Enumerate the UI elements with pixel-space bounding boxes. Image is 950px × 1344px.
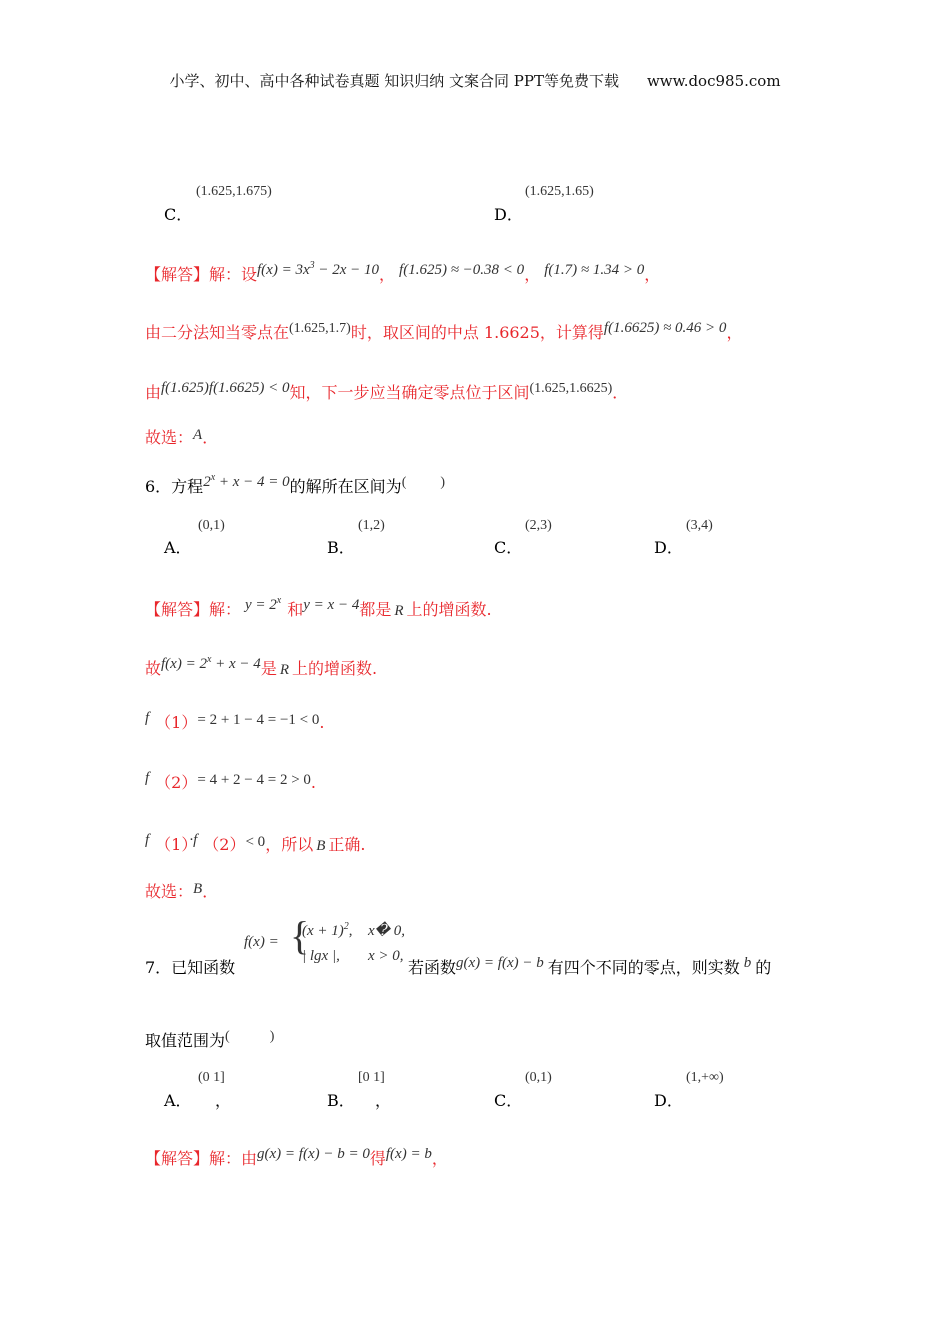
period: ． <box>612 383 629 402</box>
answer6-R: R <box>394 603 404 619</box>
answer6-y1-base: y = 2 <box>245 597 277 613</box>
q7-case1: $(x + 1)^2$, <box>302 921 353 939</box>
paren-open: ( <box>225 1029 230 1044</box>
answer5-choice <box>145 425 218 448</box>
answer6-dot-f: ·f <box>189 832 198 848</box>
dot: . <box>319 713 325 732</box>
answer6-f-symbol: f <box>145 832 150 848</box>
answer6-f-symbol: f <box>145 770 150 786</box>
answer6-choice <box>145 879 218 902</box>
answer5-f17: f(1.7) ≈ 1.34 > 0 <box>544 262 645 278</box>
answer6-fx-exp: x <box>206 654 212 665</box>
answer6-fx <box>161 656 261 672</box>
q7-b: b <box>743 955 752 971</box>
q5-option-d-value: (1.625,1.65) <box>525 184 594 199</box>
question6-prefix: 6．方程 <box>145 477 204 496</box>
answer7-de: 得 <box>369 1149 386 1168</box>
paren-close: ) <box>440 475 446 490</box>
header-text: 小学、初中、高中各种试卷真题 知识归纳 文案合同 PPT等免费下载 <box>169 72 619 90</box>
answer5-line2 <box>145 320 742 343</box>
answer5-line3-mid: 知，下一步应当确定零点位于区间 <box>289 383 530 402</box>
answer6-choice-prefix: 故选： <box>145 882 194 901</box>
q6-option-c-label: C． <box>494 538 523 557</box>
q7-fx: f(x) = <box>244 934 279 950</box>
answer5-f1625: f(1.625) ≈ −0.38 < 0 <box>399 262 525 278</box>
answer7-prefix: 【解答】解：由 <box>145 1149 258 1168</box>
answer6-prefix: 【解答】解： <box>145 600 242 619</box>
q7-option-c-label: C． <box>494 1091 523 1110</box>
answer5-choice-prefix: 故选： <box>145 428 194 447</box>
answer6-fx-base: f(x) = 2 <box>161 656 207 672</box>
answer6-and: 和 <box>287 600 304 619</box>
q5-option-c-value: (1.625,1.675) <box>196 184 272 199</box>
q7-option-d-label: D． <box>654 1091 683 1110</box>
answer5-f16625: f(1.6625) ≈ 0.46 > 0 <box>603 320 727 336</box>
question6-eq-base: 2 <box>203 474 211 490</box>
comma: ， <box>524 265 541 284</box>
question6 <box>145 474 445 497</box>
q7-option-a-label: A． <box>164 1091 192 1110</box>
q7-case1-exp: 2 <box>343 921 349 932</box>
answer5-function <box>257 262 379 278</box>
answer5-line1 <box>145 262 660 285</box>
question6-suffix: 的解所在区间为 <box>289 477 402 496</box>
answer6-f2 <box>145 770 316 793</box>
answer5-choice-value: A <box>193 427 203 443</box>
q7-option-b-label: B． <box>327 1091 355 1110</box>
q7-option-a-value: (0 1] <box>198 1070 225 1085</box>
comma: ， <box>644 265 661 284</box>
answer6-f-symbol: f <box>145 710 150 726</box>
answer6-product <box>145 832 365 855</box>
answer5-function-exp: 3 <box>309 260 315 271</box>
answer7-line1 <box>145 1146 448 1169</box>
q6-option-d-value: (3,4) <box>686 518 713 533</box>
answer5-line2-prefix: 由二分法知当零点在 <box>145 323 290 342</box>
answer6-fx-rest: + x − 4 <box>211 656 261 672</box>
q7-line1-rest <box>408 955 771 978</box>
q7-option-a-comma: ， <box>215 1091 232 1110</box>
answer5-line3-prefix: 由 <box>145 383 162 402</box>
period: ． <box>202 882 219 901</box>
answer6-correct: 正确. <box>328 835 366 854</box>
answer6-choice-value: B <box>193 881 203 897</box>
question6-eq-rest: + x − 4 = 0 <box>215 474 290 490</box>
header-site: www.doc985.com <box>646 72 781 90</box>
q7-case2-cond: x > 0, <box>368 948 404 964</box>
dot: . <box>310 773 317 792</box>
q6-option-c-value: (2,3) <box>525 518 552 533</box>
page-header <box>0 70 950 91</box>
q5-option-c-label: C． <box>164 205 193 224</box>
answer6-are: 都是 <box>359 600 392 619</box>
q7-case1-cond: x� 0, <box>368 923 406 939</box>
comma: ， <box>726 323 743 342</box>
answer5-line2-mid: 时，取区间的中点 1.6625，计算得 <box>350 323 604 342</box>
period: ． <box>202 428 219 447</box>
answer6-f2-eq: = 4 + 2 − 4 = 2 > 0 <box>197 772 311 788</box>
q7-case1-expr: (x + 1) <box>302 923 344 939</box>
answer6-line2-prefix: 故 <box>145 659 162 678</box>
q6-option-d-label: D． <box>654 538 683 557</box>
q6-option-b-value: (1,2) <box>358 518 385 533</box>
answer6-f1 <box>145 710 324 733</box>
answer6-line1-suffix: 上的增函数. <box>406 600 492 619</box>
answer6-is: 是 <box>260 659 277 678</box>
q7-prefix: 7．已知函数 <box>145 958 236 977</box>
q7-if: 若函数 <box>408 958 457 977</box>
q7-option-b-value: [0 1] <box>358 1070 385 1085</box>
answer6-line1 <box>145 597 492 620</box>
paren-close: ) <box>269 1029 275 1044</box>
paren-open: ( <box>401 475 407 490</box>
q7-line2 <box>145 1028 274 1051</box>
answer6-B: B <box>316 838 326 854</box>
comma: ， <box>379 265 396 284</box>
answer5-function-base: f(x) = 3x <box>257 262 310 278</box>
comma: ， <box>431 1149 448 1168</box>
answer5-final-interval: (1.625,1.6625) <box>529 381 613 396</box>
answer6-y1-exp: x <box>276 595 282 606</box>
answer6-p1: （1） <box>155 835 190 854</box>
q7-mid: 有四个不同的零点，则实数 <box>547 958 740 977</box>
q7-of: 的 <box>755 958 772 977</box>
answer7-eq1: g(x) = f(x) − b = 0 <box>257 1146 370 1162</box>
q7-case2: | lgx |, <box>302 948 340 964</box>
q7-option-b-comma: ， <box>375 1091 392 1110</box>
answer6-f1-eq: = 2 + 1 − 4 = −1 < 0 <box>197 712 320 728</box>
answer5-function-rest: − 2x − 10 <box>314 262 380 278</box>
question6-eq-exp: x <box>210 472 216 483</box>
answer6-y2: y = x − 4 <box>303 597 360 613</box>
answer6-y1 <box>245 597 281 613</box>
question6-equation <box>203 474 289 490</box>
q7-range-text: 取值范围为 <box>145 1031 226 1050</box>
answer6-so: ，所以 <box>265 835 314 854</box>
answer6-p2: （2） <box>155 773 198 792</box>
answer6-lt: < 0 <box>245 834 266 850</box>
answer5-interval: (1.625,1.7) <box>289 321 351 336</box>
q7-option-c-value: (0,1) <box>525 1070 552 1085</box>
answer6-p2: （2） <box>203 835 246 854</box>
q7-gx: g(x) = f(x) − b <box>456 955 544 971</box>
q5-option-d-label: D． <box>494 205 523 224</box>
q6-option-a-label: A． <box>164 538 192 557</box>
answer6-line2 <box>145 656 377 679</box>
answer6-line2-suffix: 上的增函数. <box>292 659 378 678</box>
answer5-line3 <box>145 380 628 403</box>
q7-option-d-value: (1,+∞) <box>686 1070 724 1085</box>
q6-option-b-label: B． <box>327 538 355 557</box>
answer6-R: R <box>279 662 289 678</box>
q7-brace: { <box>290 913 310 958</box>
q6-option-a-value: (0,1) <box>198 518 225 533</box>
answer7-eq2: f(x) = b <box>385 1146 432 1162</box>
answer6-p1: （1） <box>155 713 198 732</box>
answer5-prefix: 【解答】解：设 <box>145 265 258 284</box>
answer5-product: f(1.625)f(1.6625) < 0 <box>161 380 290 396</box>
